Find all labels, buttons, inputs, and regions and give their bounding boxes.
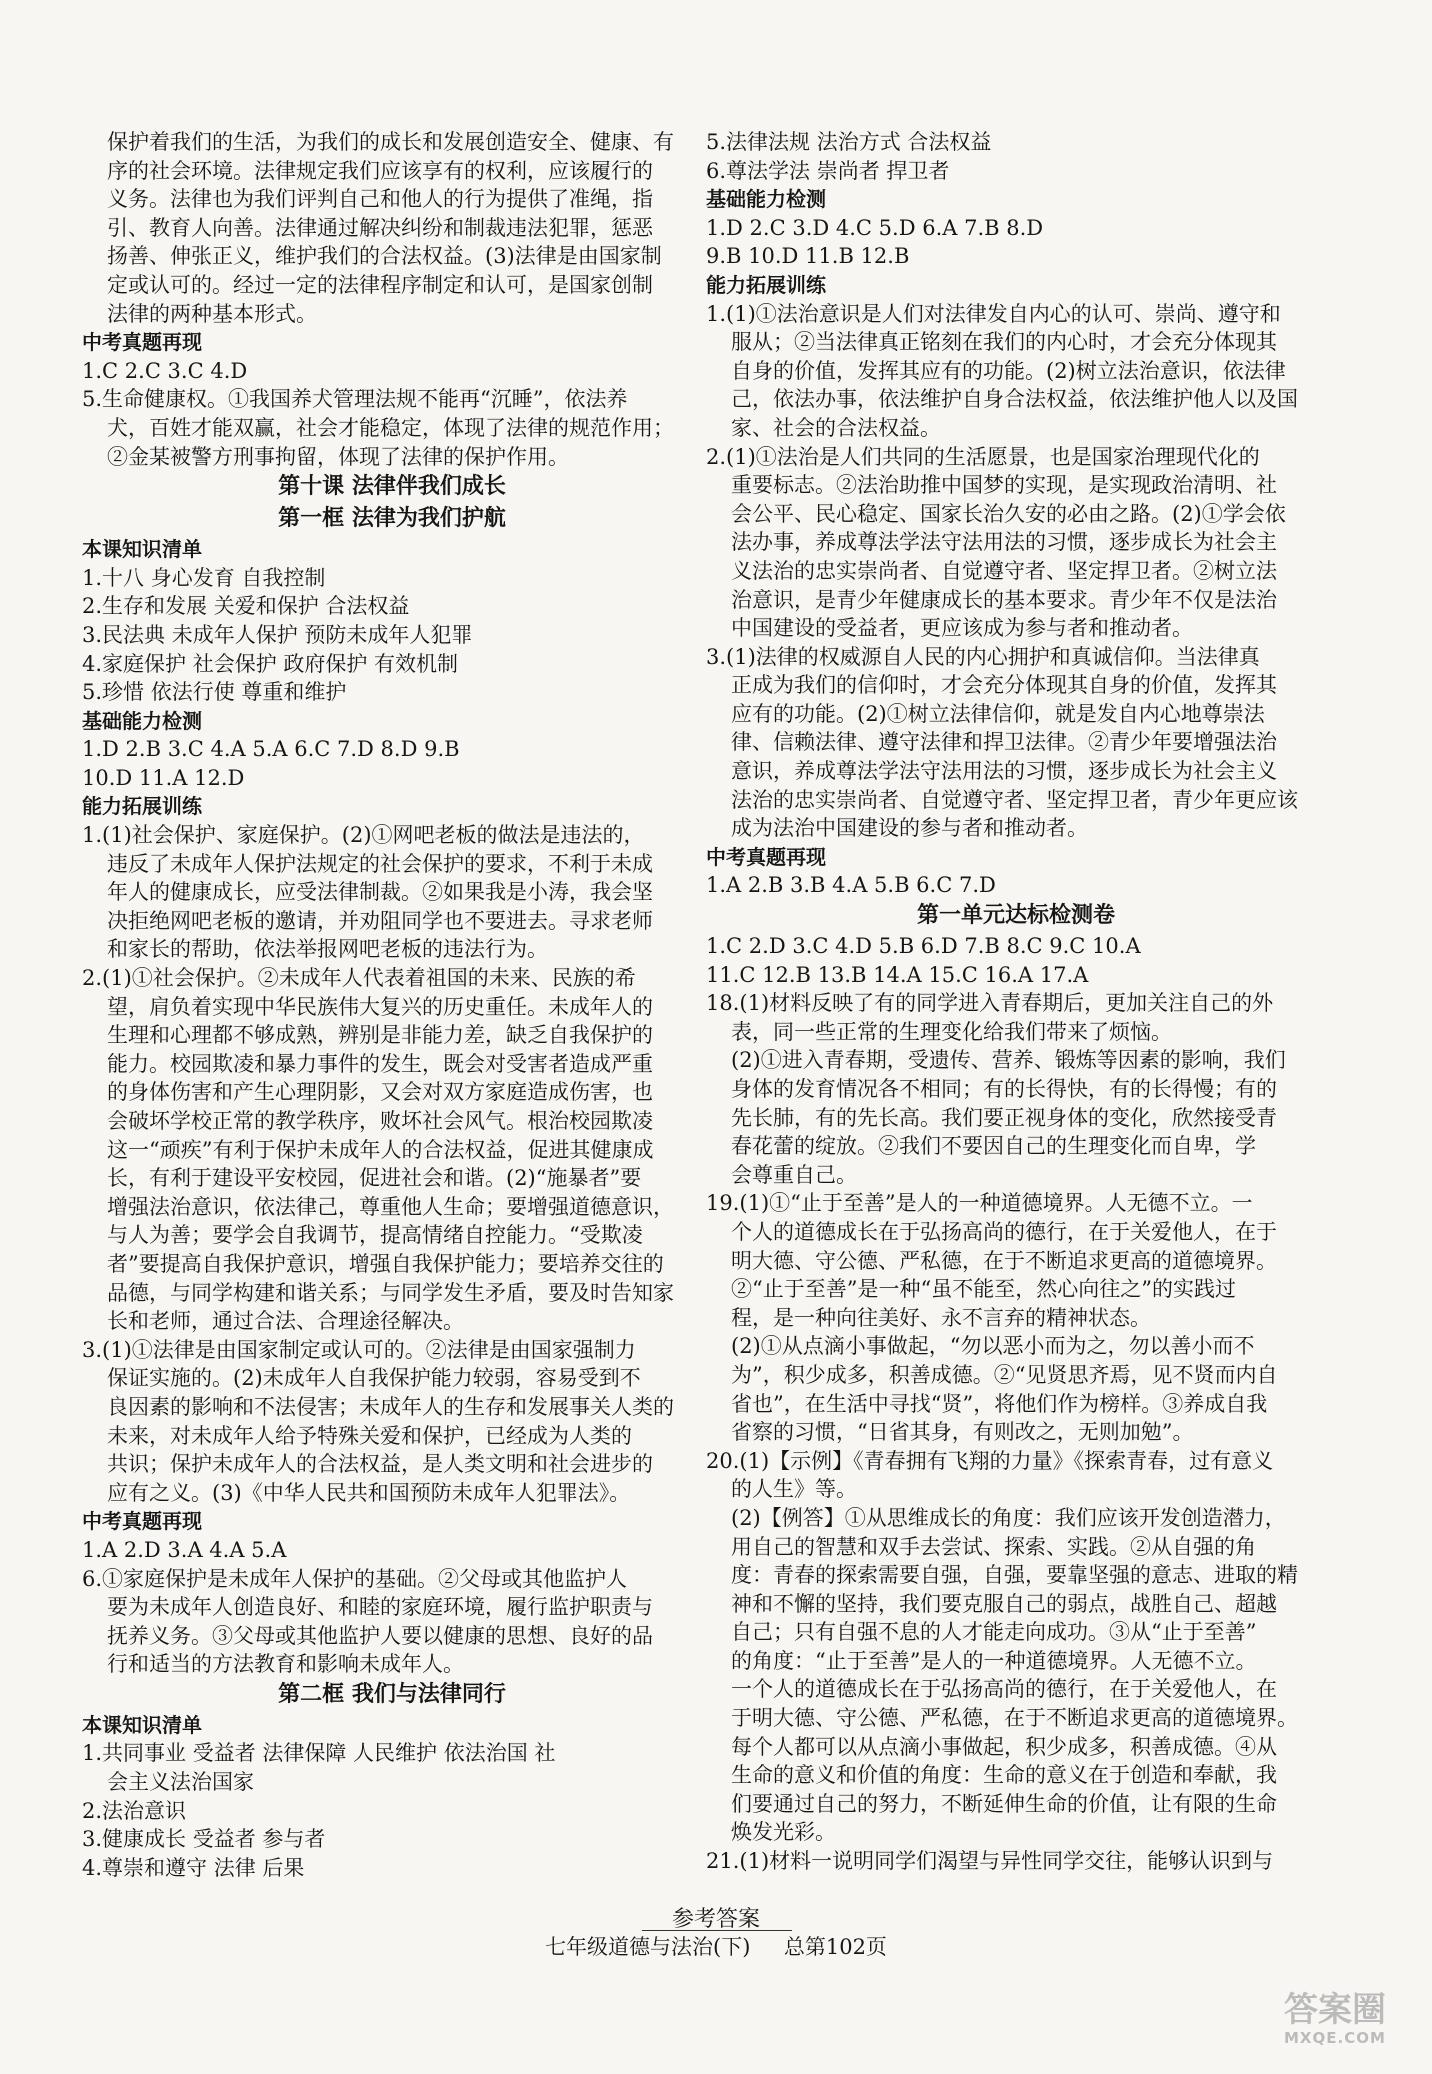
text-line: 正成为我们的信仰时，才会充分体现其自身的价值，发挥其 (731, 673, 1277, 698)
text-line: 律、信赖法律、遵守法律和捍卫法律。②青少年要增强法治 (731, 730, 1277, 755)
text-line: 5.法律法规 法治方式 合法权益 (706, 130, 992, 154)
text-line: 1.C 2.C 3.C 4.D (82, 358, 248, 383)
text-line: 1.D 2.C 3.D 4.C 5.D 6.A 7.B 8.D (706, 215, 1044, 240)
text-line: 自身的价值，发挥其应有的功能。(2)树立法治意识，依法律 (731, 358, 1286, 383)
text-line: 未来，对未成年人给予特殊关爱和保护，已经成为人类的 (107, 1423, 632, 1448)
text-line: 度：青春的探索需要自强，自强，要靠坚强的意志、进取的精 (731, 1563, 1298, 1588)
section-heading: 能力拓展训练 (706, 272, 826, 297)
text-line: 一个人的道德成长在于弘扬高尚的德行，在于关爱他人，在 (731, 1677, 1277, 1702)
text-line: 的人生》等。 (731, 1477, 857, 1502)
section-heading: 第十课 法律伴我们成长 (278, 474, 506, 500)
text-line: 品德，与同学构建和谐关系；与同学发生矛盾，要及时告知家 (107, 1280, 674, 1305)
text-line: 法律的两种基本形式。 (107, 301, 317, 326)
text-line: 应有之义。(3)《中华人民共和国预防未成年人犯罪法》。 (107, 1480, 631, 1505)
text-line: 与人为善；要学会自我调节，提高情绪自控能力。“受欺凌 (107, 1223, 643, 1248)
text-line: 10.D 11.A 12.D (82, 765, 245, 790)
text-line: 行和适当的方法教育和影响未成年人。 (107, 1652, 464, 1677)
text-line: 义务。法律也为我们评判自己和他人的行为提供了准绳，指 (107, 187, 653, 212)
text-line: 会公平、民心稳定、国家长治久安的必由之路。(2)①学会依 (731, 501, 1286, 526)
text-line: 决拒绝网吧老板的邀请，并劝阻同学也不要进去。寻求老师 (107, 908, 653, 933)
text-line: 3.民法典 未成年人保护 预防未成年人犯罪 (82, 622, 473, 647)
text-line: 们要通过自己的努力，不断延伸生命的价值，让有限的生命 (731, 1791, 1277, 1816)
watermark-logo (1284, 1990, 1404, 2050)
text-line: 省察的习惯，“日省其身，有则改之，无则加勉”。 (731, 1420, 1194, 1445)
text-line: 9.B 10.D 11.B 12.B (706, 244, 910, 269)
text-line: 2.(1)①法治是人们共同的生活愿景，也是国家治理现代化的 (706, 444, 1260, 469)
text-line: 身体的发育情况各不相同；有的长得快，有的长得慢；有的 (731, 1077, 1277, 1101)
text-line: 年人的健康成长，应受法律制裁。②如果我是小涛，我会坚 (107, 880, 653, 905)
text-line: 和家长的帮助，依法举报网吧老板的违法行为。 (107, 937, 548, 962)
text-line: 成为法治中国建设的参与者和推动者。 (731, 816, 1088, 841)
left-column (82, 128, 702, 1882)
text-line: 法办事，养成尊法学法守法用法的习惯，逐步成长为社会主 (731, 530, 1277, 555)
text-line: 5.珍惜 依法行使 尊重和维护 (82, 680, 347, 705)
text-line: 法治的忠实崇尚者、自觉遵守者、坚定捍卫者，青少年更应该 (731, 787, 1298, 812)
text-line: 保证实施的。(2)未成年人自我保护能力较弱，容易受到不 (107, 1366, 641, 1391)
section-heading: 基础能力检测 (82, 708, 202, 733)
text-line: 重要标志。②法治助推中国梦的实现，是实现政治清明、社 (731, 473, 1277, 498)
text-line: 共识；保护未成年人的合法权益，是人类文明和社会进步的 (107, 1452, 653, 1477)
text-line: 犬，百姓才能双赢，社会才能稳定，体现了法律的规范作用； (107, 415, 674, 440)
footer-subject: 七年级道德与法治(下) (545, 1935, 751, 1959)
text-line: 能力。校园欺凌和暴力事件的发生，既会对受害者造成严重 (107, 1051, 653, 1076)
text-line: 己，依法办事，依法维护自身合法权益，依法维护他人以及国 (731, 387, 1298, 412)
text-line: 2.法治意识 (82, 1798, 187, 1823)
text-line: 服从；②当法律真正铭刻在我们的内心时，才会充分体现其 (731, 330, 1277, 355)
footer-page: 总第102页 (783, 1935, 887, 1959)
text-line: 每个人都可以从点滴小事做起，积少成多，积善成德。④从 (731, 1734, 1277, 1759)
text-line: 违反了未成年人保护法规定的社会保护的要求，不利于未成 (107, 851, 653, 876)
watermark-logo-text: 答案圈 (1284, 1990, 1386, 2030)
text-line: 生理和心理都不够成熟，辨别是非能力差，缺乏自我保护的 (107, 1023, 653, 1048)
text-line: 会破坏学校正常的教学秩序，败坏社会风气。根治校园欺凌 (107, 1109, 653, 1133)
section-heading: 基础能力检测 (706, 187, 826, 212)
text-line: 18.(1)材料反映了有的同学进入青春期后，更加关注自己的外 (706, 991, 1274, 1016)
section-heading: 中考真题再现 (82, 1509, 202, 1534)
text-line: 长，有利于建设平安校园，促进社会和谐。(2)“施暴者”要 (107, 1166, 642, 1191)
text-line: 家、社会的合法权益。 (731, 415, 941, 440)
section-heading: 本课知识清单 (82, 1712, 202, 1737)
text-line: 1.(1)①法治意识是人们对法律发自内心的认可、崇尚、遵守和 (706, 301, 1281, 326)
text-line: 1.D 2.B 3.C 4.A 5.A 6.C 7.D 8.D 9.B (82, 737, 460, 762)
text-line: 治意识，是青少年健康成长的基本要求。青少年不仅是法治 (731, 587, 1277, 612)
text-line: (2)【例答】①从思维成长的角度：我们应该开发创造潜力， (731, 1505, 1286, 1530)
text-line: 个人的道德成长在于弘扬高尚的德行，在于关爱他人，在于 (731, 1219, 1277, 1244)
text-line: 11.C 12.B 13.B 14.A 15.C 16.A 17.A (706, 962, 1089, 987)
text-line: 5.生命健康权。①我国养犬管理法规不能再“沉睡”，依法养 (82, 387, 628, 412)
text-line: 1.C 2.D 3.C 4.D 5.B 6.D 7.B 8.C 9.C 10.A (706, 934, 1141, 959)
text-line: 2.(1)①社会保护。②未成年人代表着祖国的未来、民族的希 (82, 966, 636, 991)
text-line: 1.(1)社会保护、家庭保护。(2)①网吧老板的做法是违法的， (82, 823, 645, 848)
text-line: 序的社会环境。法律规定我们应该享有的权利，应该履行的 (107, 158, 653, 183)
text-line: 1.A 2.B 3.B 4.A 5.B 6.C 7.D (706, 873, 996, 898)
text-line: 者”要提高自我保护意识，增强自我保护能力；要培养交往的 (107, 1251, 664, 1276)
text-line: 省也”，在生活中寻找“贤”，将他们作为榜样。③养成自我 (731, 1391, 1268, 1416)
text-line: 明大德、守公德、严私德，在于不断追求更高的道德境界。 (731, 1248, 1277, 1273)
text-line: 扬善、伸张正义，维护我们的合法权益。(3)法律是由国家制 (107, 244, 662, 269)
text-line: 21.(1)材料一说明同学们渴望与异性同学交往，能够认识到与 (706, 1849, 1274, 1874)
text-line: 会主义法治国家 (107, 1770, 254, 1795)
section-heading: 第二框 我们与法律同行 (278, 1681, 506, 1707)
text-line: 19.(1)①“止于至善”是人的一种道德境界。人无德不立。一 (706, 1191, 1253, 1216)
section-heading: 第一单元达标检测卷 (916, 903, 1115, 929)
text-line: 望，肩负着实现中华民族伟大复兴的历史重任。未成年人的 (107, 994, 653, 1019)
section-heading: 中考真题再现 (82, 330, 202, 355)
section-heading: 中考真题再现 (706, 844, 826, 869)
text-line: 6.①家庭保护是未成年人保护的基础。②父母或其他监护人 (82, 1566, 628, 1591)
text-line: 抚养义务。③父母或其他监护人要以健康的思想、良好的品 (107, 1623, 653, 1648)
text-line: 20.(1)【示例】《青春拥有飞翔的力量》《探索青春，过有意义 (706, 1448, 1274, 1473)
text-line: (2)①从点滴小事做起，“勿以恶小而为之，勿以善小而不 (731, 1334, 1255, 1359)
text-line: 生命的意义和价值的角度：生命的意义在于创造和奉献，我 (731, 1763, 1277, 1788)
text-line: 3.(1)①法律是由国家制定或认可的。②法律是由国家强制力 (82, 1337, 636, 1362)
text-line: 引、教育人向善。法律通过解决纠纷和制裁违法犯罪，惩恶 (107, 215, 653, 240)
text-line: ②“止于至善”是一种“虽不能至，然心向往之”的实践过 (731, 1277, 1236, 1302)
text-line: ②金某被警方刑事拘留，体现了法律的保护作用。 (107, 444, 569, 469)
text-line: 春花蕾的绽放。②我们不要因自己的生理变化而自卑，学 (731, 1134, 1256, 1159)
text-line: 2.生存和发展 关爱和保护 合法权益 (82, 594, 410, 619)
text-line: (2)①进入青春期，受遗传、营养、锻炼等因素的影响，我们 (731, 1048, 1286, 1073)
section-heading: 第一框 法律为我们护航 (278, 506, 506, 532)
text-line: 要为未成年人创造良好、和睦的家庭环境，履行监护职责与 (107, 1595, 653, 1620)
text-line: 6.尊法学法 崇尚者 捍卫者 (706, 158, 950, 183)
text-line: 意识，养成尊法学法守法用法的习惯，逐步成长为社会主义 (731, 759, 1277, 784)
text-line: 1.A 2.D 3.A 4.A 5.A (82, 1537, 287, 1562)
text-line: 的角度：“止于至善”是人的一种道德境界。人无德不立。 (731, 1648, 1257, 1673)
text-line: 焕发光彩。 (731, 1820, 836, 1845)
text-line: 定或认可的。经过一定的法律程序制定和认可，是国家创制 (107, 272, 653, 297)
text-line: 应有的功能。(2)①树立法律信仰，就是发自内心地尊崇法 (731, 701, 1265, 726)
text-line: 先长肺，有的先长高。我们要正视身体的变化，欣然接受青 (731, 1105, 1277, 1130)
text-line: 为”，积少成多，积善成德。②“见贤思齐焉，见不贤而内自 (731, 1362, 1278, 1387)
text-line: 神和不懈的坚持，我们要克服自己的弱点，战胜自己、超越 (731, 1591, 1277, 1616)
text-line: 3.健康成长 受益者 参与者 (82, 1827, 326, 1852)
text-line: 4.尊崇和遵守 法律 后果 (82, 1855, 305, 1880)
right-column (706, 128, 1326, 1876)
section-heading: 能力拓展训练 (82, 794, 202, 819)
section-heading: 本课知识清单 (82, 537, 202, 562)
watermark-site: MXQE.COM (1284, 2029, 1386, 2047)
text-line: 表，同一些正常的生理变化给我们带来了烦恼。 (731, 1019, 1172, 1044)
footer-label: 参考答案 (671, 1907, 760, 1932)
footer-line (0, 1931, 1432, 1961)
text-line: 于明大德、守公德、严私德，在于不断追求更高的道德境界。 (731, 1706, 1298, 1731)
text-line: 程，是一种向往美好、永不言弃的精神状态。 (731, 1305, 1151, 1330)
text-line: 中国建设的受益者，更应该成为参与者和推动者。 (731, 616, 1193, 641)
text-line: 长和老师，通过合法、合理途径解决。 (107, 1309, 464, 1334)
text-line: 的身体伤害和产生心理阴影，又会对双方家庭造成伤害，也 (107, 1080, 653, 1105)
text-line: 保护着我们的生活，为我们的成长和发展创造安全、健康、有 (107, 130, 674, 154)
text-line: 1.共同事业 受益者 法律保障 人民维护 依法治国 社 (82, 1741, 556, 1766)
text-line: 会尊重自己。 (731, 1162, 857, 1187)
text-line: 自己；只有自强不息的人才能走向成功。③从“止于至善” (731, 1620, 1257, 1645)
text-line: 4.家庭保护 社会保护 政府保护 有效机制 (82, 651, 459, 676)
text-line: 用自己的智慧和双手去尝试、探索、实践。②从自强的角 (731, 1534, 1256, 1559)
text-line: 1.十八 身心发育 自我控制 (82, 565, 326, 590)
text-line: 这一“顽疾”有利于保护未成年人的合法权益，促进其健康成 (107, 1137, 654, 1162)
text-line: 义法治的忠实崇尚者、自觉遵守者、坚定捍卫者。②树立法 (731, 558, 1277, 583)
text-line: 3.(1)法律的权威源自人民的内心拥护和真诚信仰。当法律真 (706, 644, 1260, 669)
text-line: 增强法治意识，依法律己，尊重他人生命；要增强道德意识， (107, 1194, 674, 1219)
text-line: 良因素的影响和不法侵害；未成年人的生存和发展事关人类的 (107, 1394, 674, 1419)
